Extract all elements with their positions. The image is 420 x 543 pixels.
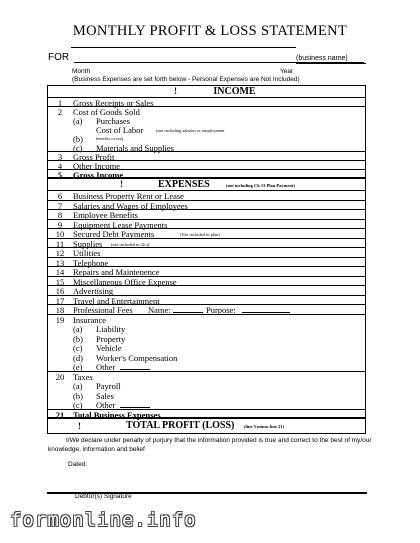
row-label: Sales xyxy=(96,390,114,401)
table-row[interactable] xyxy=(48,152,365,161)
row-number: 19 xyxy=(55,314,65,325)
dated-label: Dated: xyxy=(68,461,88,468)
row-sub: (a) xyxy=(73,324,83,334)
row-label: Telephone xyxy=(73,257,109,268)
row-number: 7 xyxy=(57,200,63,211)
table-row[interactable] xyxy=(48,248,365,258)
row-number: 9 xyxy=(57,219,63,230)
row-sub: (c) xyxy=(73,143,83,153)
row-number: 17 xyxy=(55,295,65,306)
expenses-bang: ! xyxy=(120,179,123,189)
table-row[interactable] xyxy=(48,161,365,170)
table-row[interactable] xyxy=(48,143,365,152)
row-number: 5 xyxy=(57,170,63,180)
row-sub: (d) xyxy=(73,352,83,363)
row-note: (not including salaries or employment xyxy=(156,128,225,133)
title-rule xyxy=(71,47,296,48)
row-label: Payroll xyxy=(96,381,121,391)
row-label: Utilities xyxy=(73,248,101,258)
table-row[interactable] xyxy=(48,410,365,420)
row-label: Materials and Supplies xyxy=(96,143,174,153)
table-row[interactable] xyxy=(48,267,365,277)
total-row[interactable] xyxy=(48,420,365,433)
table-row[interactable] xyxy=(48,239,365,249)
expenses-header xyxy=(48,179,365,191)
row-number: 3 xyxy=(57,152,63,162)
row-sub: (b) xyxy=(73,134,83,144)
row-sub: (b) xyxy=(73,333,83,344)
table-row[interactable] xyxy=(48,277,365,287)
row-number: 21 xyxy=(55,409,65,420)
watermark-logo: formonline.info xyxy=(10,509,197,531)
row-label: Insurance xyxy=(73,314,107,325)
table-row[interactable] xyxy=(48,343,365,353)
row-number: 16 xyxy=(55,286,65,296)
row-label: Professional Fees xyxy=(73,305,133,315)
row-label: Employee Benefits xyxy=(73,210,138,220)
row-label: Other Income xyxy=(73,161,120,171)
row-label: Gross Income xyxy=(73,170,124,180)
table-row[interactable] xyxy=(48,258,365,268)
income-header xyxy=(48,86,365,98)
year-label: Year xyxy=(280,68,294,75)
table-row[interactable] xyxy=(48,334,365,344)
business-name-line xyxy=(296,63,366,64)
table-row[interactable] xyxy=(48,400,365,410)
row-number: 13 xyxy=(55,257,65,268)
table-row[interactable] xyxy=(48,125,365,134)
row-sub: (a) xyxy=(73,116,83,126)
expense-note: (Business Expenses are set forth below - Personal Expenses are Not Included) xyxy=(72,76,300,83)
row-label: Advertising xyxy=(73,286,114,296)
name-label: Name: xyxy=(148,305,171,315)
expenses-heading-note: (not including Ch 13 Plan Payment) xyxy=(226,183,295,188)
table-row[interactable] xyxy=(48,210,365,220)
name-field[interactable] xyxy=(173,312,203,313)
month-label: Month xyxy=(72,68,91,75)
row-label: Taxes xyxy=(73,371,93,382)
table-row[interactable] xyxy=(48,98,365,107)
row-label: Vehicle xyxy=(96,343,122,353)
row-number: 8 xyxy=(57,210,63,220)
purpose-field[interactable] xyxy=(242,312,290,313)
row-number: 1 xyxy=(57,98,63,108)
table-row[interactable] xyxy=(48,220,365,230)
table-row[interactable] xyxy=(48,296,365,306)
declaration-text: I/We declare under penalty of purjury that the information provided is true and correct to the best of my/our knowledge, information and belief xyxy=(48,437,372,453)
total-label: TOTAL PROFIT (LOSS) xyxy=(126,420,235,431)
table-row[interactable] xyxy=(48,191,365,201)
row-label: Gross Profit xyxy=(73,152,115,162)
row-label: Other xyxy=(96,400,116,410)
row-label: Other xyxy=(96,362,116,372)
form-title: MONTHLY PROFIT & LOSS STATEMENT xyxy=(72,23,348,39)
row-note: (not included in 2(c)) xyxy=(111,241,150,247)
row-sub: (e) xyxy=(73,362,83,372)
table-row[interactable] xyxy=(48,353,365,363)
row-label: Miscellaneous Office Expense xyxy=(73,276,177,287)
table-row[interactable] xyxy=(48,116,365,125)
row-label: Worker's Compensation xyxy=(96,352,178,363)
total-note: (line 5 minus line 21) xyxy=(244,424,285,429)
table-row[interactable] xyxy=(48,286,365,296)
business-name-caption: (business name) xyxy=(296,55,348,62)
row-number: 14 xyxy=(55,267,65,277)
row-label: Cost of Labor xyxy=(96,125,144,135)
row-label: Business Property Rent or Lease xyxy=(73,191,184,201)
row-sub: (a) xyxy=(73,381,83,391)
row-label: Salaries and Wages of Employees xyxy=(73,200,188,211)
table-row[interactable] xyxy=(48,134,365,143)
table-row[interactable] xyxy=(48,107,365,116)
table-row[interactable] xyxy=(48,391,365,401)
row-note: benefits or tax) xyxy=(96,136,124,141)
row-number: 15 xyxy=(55,276,65,287)
row-number: 18 xyxy=(55,305,65,315)
table-row[interactable] xyxy=(48,305,365,315)
table-row[interactable] xyxy=(48,170,365,179)
row-label: Equipment Lease Payments xyxy=(73,219,168,230)
table-row[interactable] xyxy=(48,201,365,211)
row-number: 10 xyxy=(55,229,65,239)
signature-label: Debtor(s) Signature xyxy=(75,493,132,500)
expenses-heading: EXPENSES xyxy=(158,179,210,190)
table-row[interactable] xyxy=(48,315,365,325)
row-number: 6 xyxy=(57,191,63,201)
other-field[interactable] xyxy=(120,369,150,370)
row-number: 2 xyxy=(57,107,63,117)
row-label: Purchases xyxy=(96,116,130,126)
row-label: Travel and Entertainment xyxy=(73,295,160,306)
row-label: Total Business Expenses xyxy=(73,409,161,420)
row-sub: (c) xyxy=(73,400,83,410)
total-bang: ! xyxy=(78,421,81,431)
row-number: 20 xyxy=(55,371,65,382)
table-row[interactable] xyxy=(48,381,365,391)
purpose-label: Purpose: xyxy=(206,305,236,315)
row-label: Liability xyxy=(96,324,126,334)
row-number: 12 xyxy=(55,248,65,258)
row-number: 4 xyxy=(57,161,63,171)
income-bang: ! xyxy=(174,86,177,96)
income-heading: INCOME xyxy=(213,86,256,97)
table-row[interactable] xyxy=(48,372,365,382)
row-note: (Not included in plan) xyxy=(180,232,220,237)
row-label: Secured Debt Payments xyxy=(73,229,155,239)
row-sub: (b) xyxy=(73,390,83,401)
row-label: Property xyxy=(96,333,126,344)
row-label: Gross Receipts or Sales xyxy=(73,98,154,108)
other-field[interactable] xyxy=(120,407,150,408)
row-label: Cost of Goods Sold xyxy=(73,107,140,117)
row-label: Repairs and Maintenence xyxy=(73,267,160,277)
for-label: FOR xyxy=(48,52,70,63)
table-row[interactable] xyxy=(48,324,365,334)
statement-table xyxy=(47,85,366,434)
table-row[interactable] xyxy=(48,362,365,372)
row-number: 11 xyxy=(55,238,65,249)
row-sub: (c) xyxy=(73,343,83,353)
row-label: Supplies xyxy=(73,238,103,249)
table-row[interactable] xyxy=(48,229,365,239)
